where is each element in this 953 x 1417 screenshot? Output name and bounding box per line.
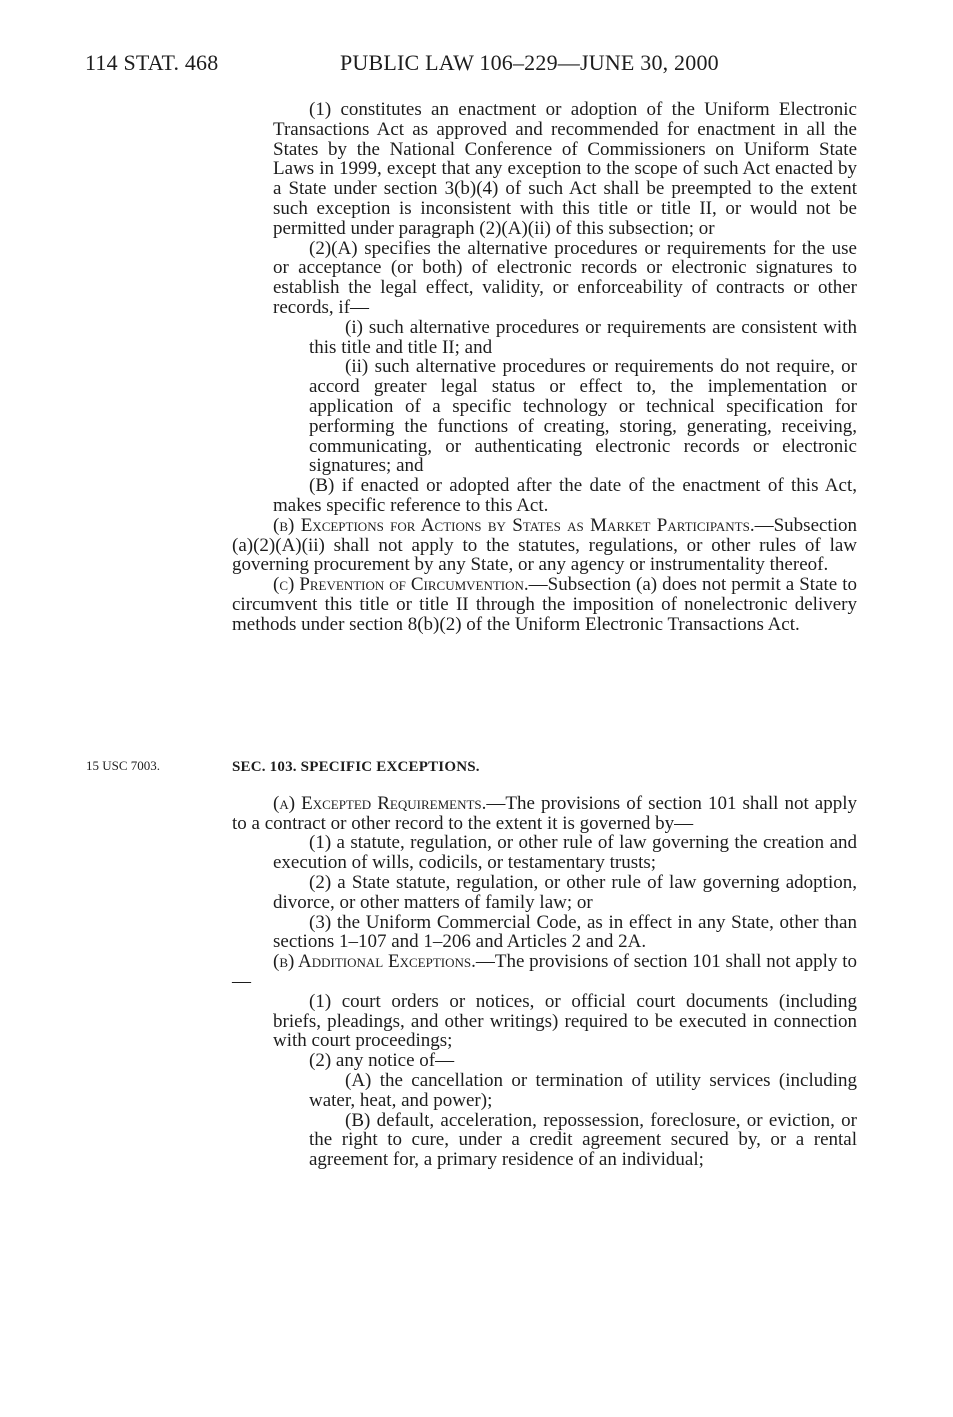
body-text-top — [232, 100, 857, 635]
margin-citation: 15 USC 7003. — [86, 758, 161, 773]
subsection-c-text: —Subsection (a) does not permit a State to circumvent this title or title II through the imposition of nonelectronic delivery methods under section 8(b)(2) of the Uniform Electronic Transactions Act. — [232, 574, 857, 635]
sec103-a3: (3) the Uniform Commercial Code, as in effect in any State, other than sections 1–107 and 1–206 and Articles 2 and 2A. — [273, 911, 857, 953]
sec103-b-heading: (b) Additional Exceptions. — [273, 951, 476, 973]
body-text-section-103 — [232, 742, 857, 1170]
sec103-b2A: (A) the cancellation or termination of utility services (including water, heat, and power); — [309, 1069, 857, 1111]
sec103-a-heading: (a) Excepted Requirements. — [273, 792, 487, 814]
paragraph-1: (1) constitutes an enactment or adoption of the Uniform Electronic Transactions Act as approved and recommended for enactment in all the States by the National Conference of Commissioners on Uniform State Laws in 1999, except that any exception to the scope of such Act enacted by a State under section 3(b)(4) of such Act shall be preempted to the extent such exception is inconsistent with this title or title II, or would not be permitted under paragraph (2)(A)(ii) of this subsection; or — [273, 99, 857, 239]
sec103-subsection-b — [232, 952, 857, 992]
page-stat-citation: 114 STAT. 468 — [85, 50, 219, 75]
sec103-a1: (1) a statute, regulation, or other rule of law governing the creation and execution of wills, codicils, or testamentary trusts; — [273, 832, 857, 874]
paragraph-2a: (2)(A) specifies the alternative procedures or requirements for the use or acceptance (or both) of electronic records or electronic signatures to establish the legal effect, validity, or enforceability of contracts or other records, if— — [273, 237, 857, 318]
subsection-b-heading: (b) Exceptions for Actions by States as Market Participants. — [273, 514, 755, 536]
section-heading: SEC. 103. SPECIFIC EXCEPTIONS. — [232, 759, 480, 775]
subsection-c-heading: (c) Prevention of Circumvention. — [273, 574, 529, 596]
sec103-b2: (2) any notice of— — [309, 1050, 455, 1072]
clause-i: (i) such alternative procedures or requirements are consistent with this title and title II; and — [309, 316, 857, 358]
paragraph-2b: (B) if enacted or adopted after the date of the enactment of this Act, makes specific reference to this Act. — [273, 475, 857, 516]
sec103-b-text: —The provisions of section 101 shall not apply to— — [232, 951, 857, 992]
subsection-b-text: —Subsection (a)(2)(A)(ii) shall not apply to the statutes, regulations, or other rules of law governing procurement by any State, or any agency or instrumentality thereof. — [232, 514, 857, 576]
sec103-subsection-a — [232, 794, 857, 834]
sec103-b2B: (B) default, acceleration, repossession, foreclosure, or eviction, or the right to cure, under a credit agreement secured by, or a rental agreement for, a primary residence of an individual; — [309, 1109, 857, 1171]
subsection-c — [232, 575, 857, 634]
subsection-b — [232, 516, 857, 575]
clause-ii: (ii) such alternative procedures or requirements do not require, or accord greater legal status or effect to, the implementation or application of a specific technology or technical specification for performing the functions of creating, storing, generating, receiving, communicating, or authenticating electronic records or electronic signatures; and — [309, 356, 857, 477]
running-head: PUBLIC LAW 106–229—JUNE 30, 2000 — [340, 50, 719, 75]
sec103-b1: (1) court orders or notices, or official court documents (including briefs, pleadings, and other writings) required to be executed in connection with court proceedings; — [273, 990, 857, 1052]
sec103-a-text: —The provisions of section 101 shall not apply to a contract or other record to the extent it is governed by— — [232, 792, 858, 834]
sec103-a2: (2) a State statute, regulation, or other rule of law governing adoption, divorce, or other matters of family law; or — [273, 871, 857, 913]
